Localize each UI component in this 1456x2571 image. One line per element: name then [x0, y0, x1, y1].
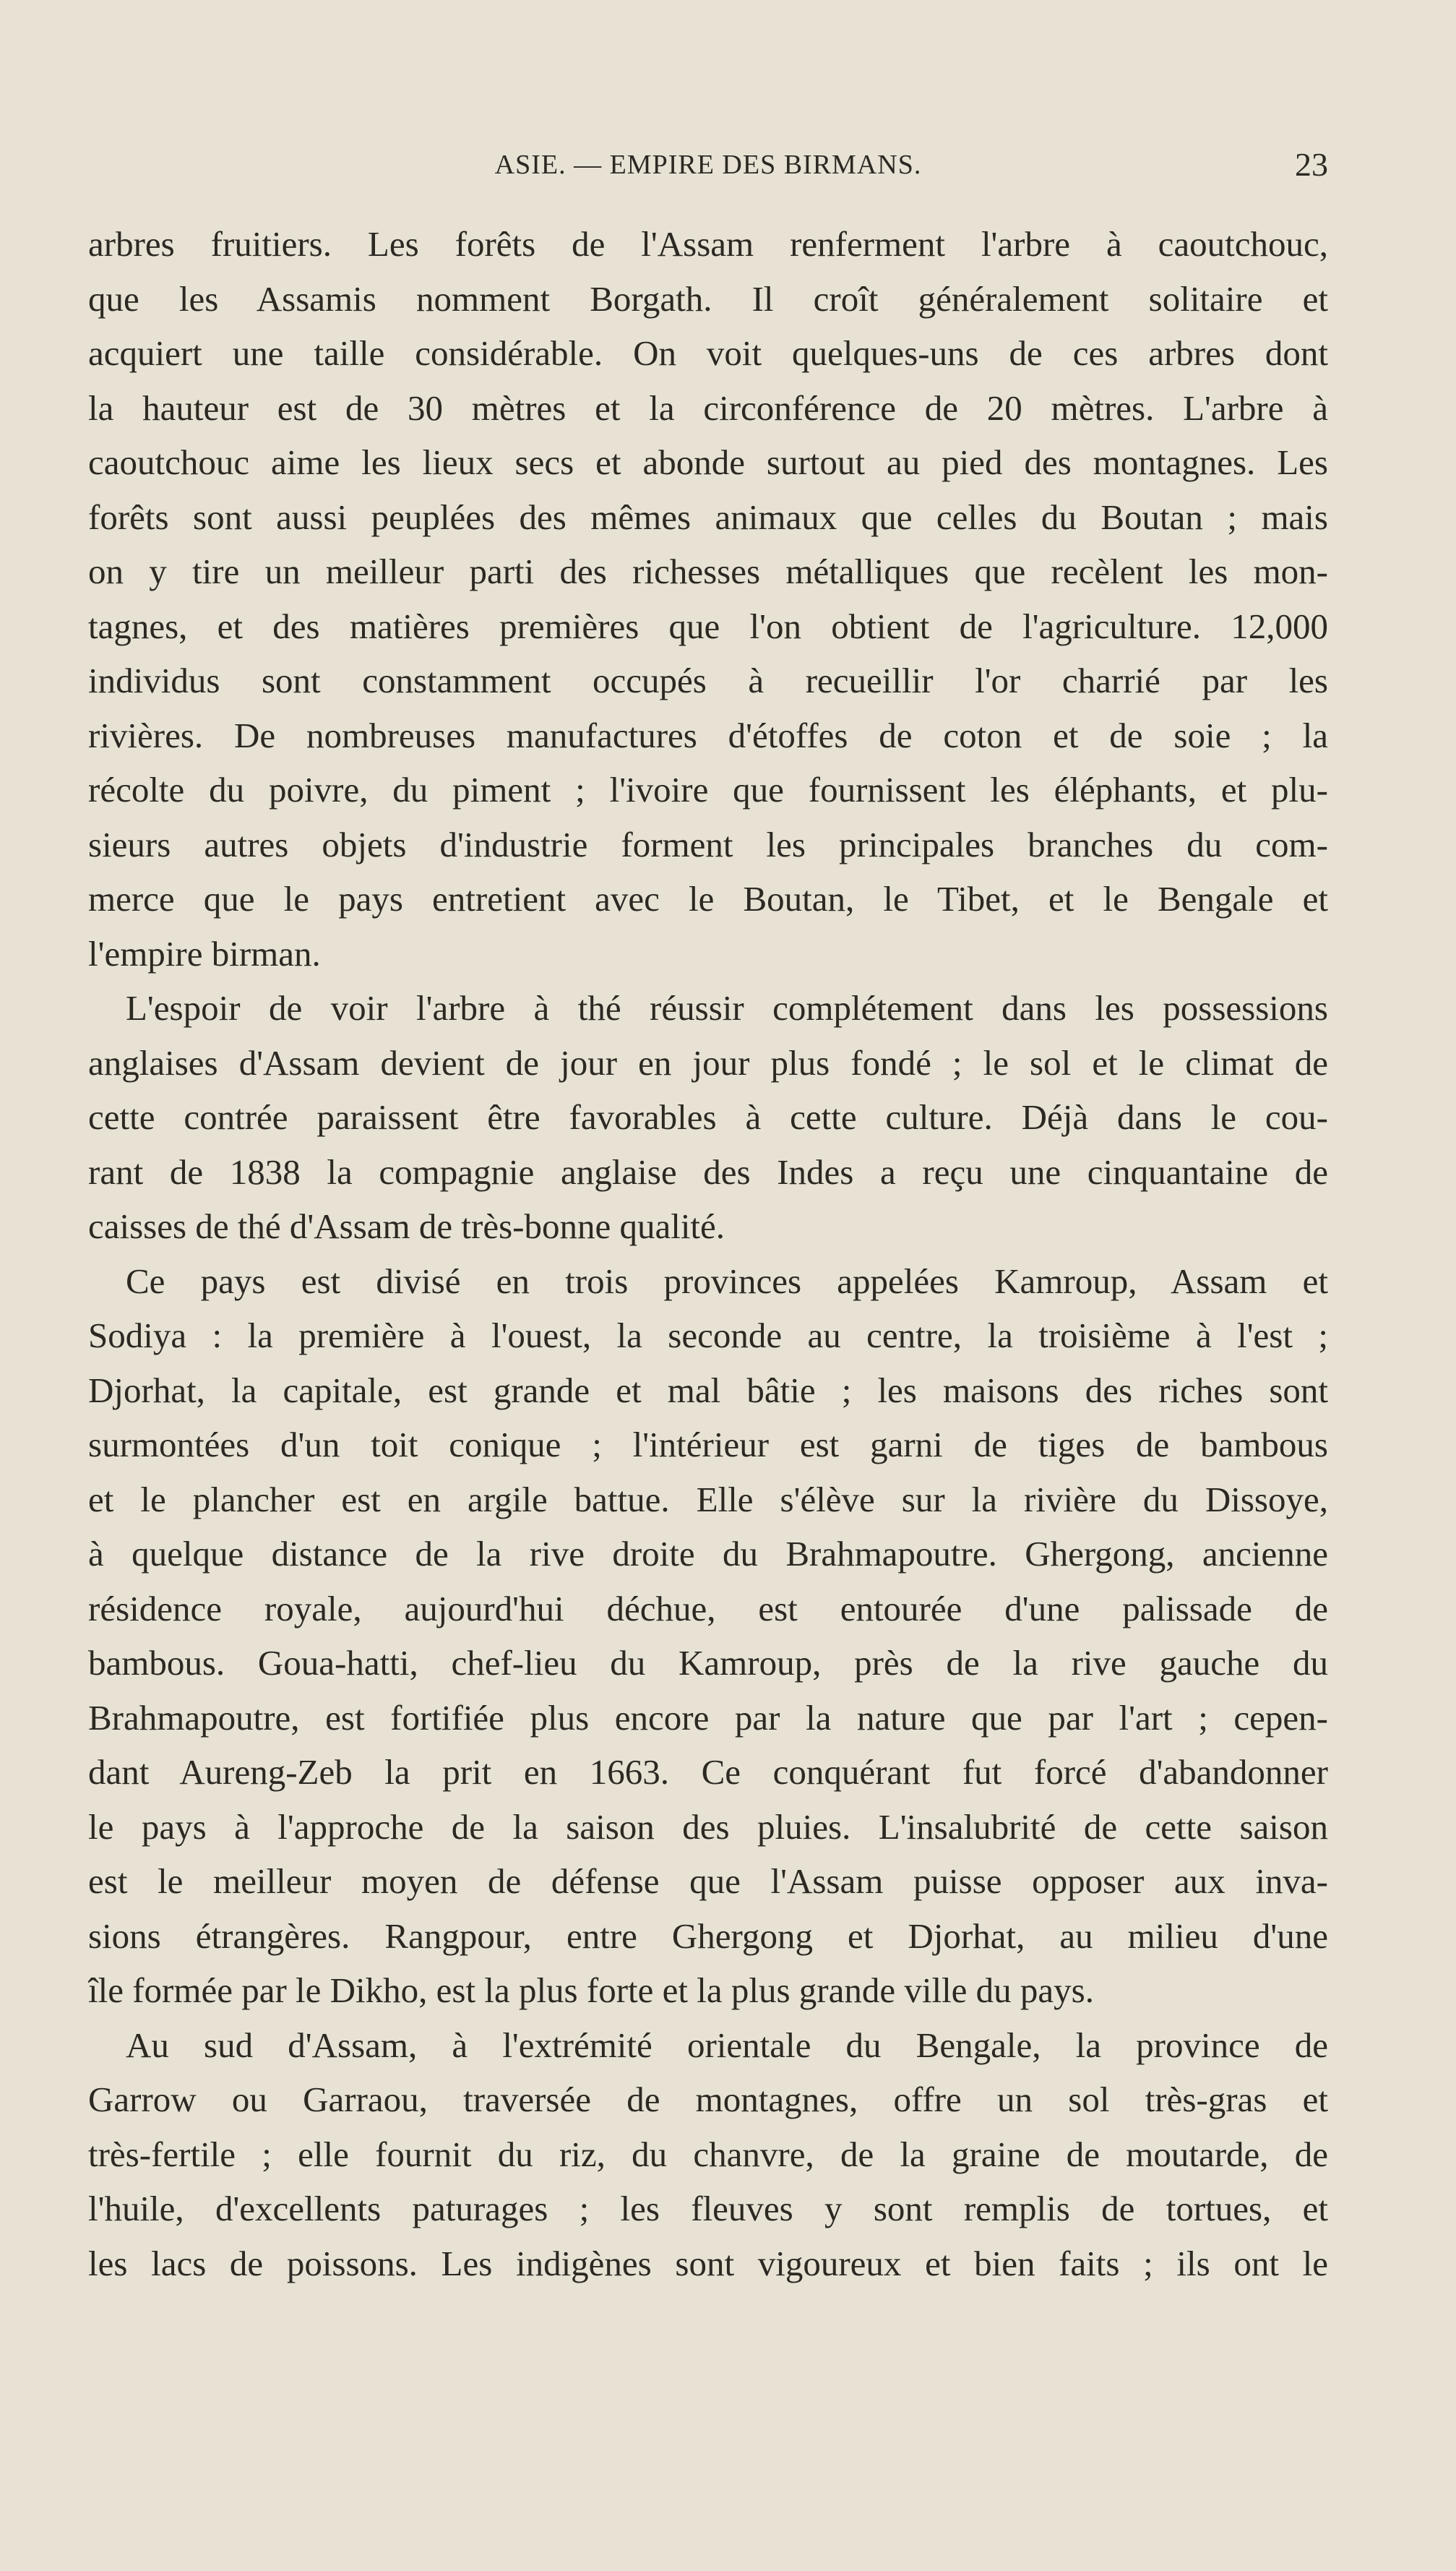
- paragraph: [88, 217, 1328, 981]
- text-line: la hauteur est de 30 mètres et la circonférence de 20 mètres. L'arbre à: [88, 387, 1328, 428]
- text-line: île formée par le Dikho, est la plus forte et la plus grande ville du pays.: [88, 1970, 1095, 2010]
- text-line: est le meilleur moyen de défense que l'Assam puisse opposer aux inva-: [88, 1861, 1328, 1901]
- text-line: Ce pays est divisé en trois provinces appelées Kamroup, Assam et: [126, 1261, 1328, 1301]
- text-line: rant de 1838 la compagnie anglaise des Indes a reçu une cinquantaine de: [88, 1151, 1328, 1192]
- text-line: acquiert une taille considérable. On voit quelques-uns de ces arbres dont: [88, 333, 1328, 373]
- text-line: l'empire birman.: [88, 933, 321, 974]
- text-line: Sodiya : la première à l'ouest, la seconde au centre, la troisième à l'est ;: [88, 1315, 1328, 1355]
- text-line: très-fertile ; elle fournit du riz, du chanvre, de la graine de moutarde, de: [88, 2134, 1328, 2174]
- text-line: caoutchouc aime les lieux secs et abonde surtout au pied des montagnes. Les: [88, 442, 1328, 482]
- text-line: on y tire un meilleur parti des richesses métalliques que recèlent les mon-: [88, 551, 1328, 591]
- text-line: résidence royale, aujourd'hui déchue, est entourée d'une palissade de: [88, 1588, 1328, 1628]
- text-line: sieurs autres objets d'industrie forment les principales branches du com-: [88, 824, 1328, 864]
- text-line: cette contrée paraissent être favorables à cette culture. Déjà dans le cou-: [88, 1097, 1328, 1137]
- text-line: Djorhat, la capitale, est grande et mal bâtie ; les maisons des riches sont: [88, 1370, 1328, 1410]
- text-line: anglaises d'Assam devient de jour en jour plus fondé ; le sol et le climat de: [88, 1042, 1328, 1083]
- text-line: merce que le pays entretient avec le Boutan, le Tibet, et le Bengale et: [88, 879, 1328, 919]
- text-line: tagnes, et des matières premières que l'on obtient de l'agriculture. 12,000: [88, 606, 1328, 646]
- text-line: les lacs de poissons. Les indigènes sont vigoureux et bien faits ; ils ont le: [88, 2243, 1328, 2283]
- text-line: arbres fruitiers. Les forêts de l'Assam renferment l'arbre à caoutchouc,: [88, 224, 1328, 264]
- page-number: 23: [1295, 146, 1328, 183]
- text-line: caisses de thé d'Assam de très-bonne qualité.: [88, 1206, 725, 1246]
- paragraph: [88, 981, 1328, 1254]
- text-line: sions étrangères. Rangpour, entre Ghergong et Djorhat, au milieu d'une: [88, 1915, 1328, 1956]
- text-body: [88, 217, 1328, 2291]
- text-line: Garrow ou Garraou, traversée de montagnes, offre un sol très-gras et: [88, 2079, 1328, 2119]
- paragraph: [88, 2018, 1328, 2291]
- text-line: L'espoir de voir l'arbre à thé réussir complétement dans les possessions: [126, 988, 1328, 1028]
- text-line: à quelque distance de la rive droite du Brahmapoutre. Ghergong, ancienne: [88, 1534, 1328, 1574]
- paragraph: [88, 1254, 1328, 2018]
- text-line: forêts sont aussi peuplées des mêmes animaux que celles du Boutan ; mais: [88, 497, 1328, 537]
- text-line: bambous. Goua-hatti, chef-lieu du Kamroup, près de la rive gauche du: [88, 1643, 1328, 1683]
- page-header: [88, 143, 1328, 186]
- text-line: Au sud d'Assam, à l'extrémité orientale du Bengale, la province de: [126, 2025, 1328, 2065]
- text-line: récolte du poivre, du piment ; l'ivoire que fournissent les éléphants, et plu-: [88, 770, 1328, 810]
- text-line: et le plancher est en argile battue. Elle s'élève sur la rivière du Dissoye,: [88, 1479, 1328, 1519]
- text-line: surmontées d'un toit conique ; l'intérieur est garni de tiges de bambous: [88, 1425, 1328, 1464]
- text-line: l'huile, d'excellents paturages ; les fleuves y sont remplis de tortues, et: [88, 2189, 1328, 2228]
- text-line: Brahmapoutre, est fortifiée plus encore par la nature que par l'art ; cepen-: [88, 1697, 1328, 1738]
- text-line: dant Aureng-Zeb la prit en 1663. Ce conquérant fut forcé d'abandonner: [88, 1752, 1328, 1792]
- text-line: individus sont constamment occupés à recueillir l'or charrié par les: [88, 661, 1328, 700]
- text-line: que les Assamis nomment Borgath. Il croît généralement solitaire et: [88, 278, 1328, 319]
- running-head: ASIE. — EMPIRE DES BIRMANS.: [494, 150, 922, 180]
- text-line: le pays à l'approche de la saison des pluies. L'insalubrité de cette saison: [88, 1806, 1328, 1847]
- text-line: rivières. De nombreuses manufactures d'étoffes de coton et de soie ; la: [88, 715, 1328, 755]
